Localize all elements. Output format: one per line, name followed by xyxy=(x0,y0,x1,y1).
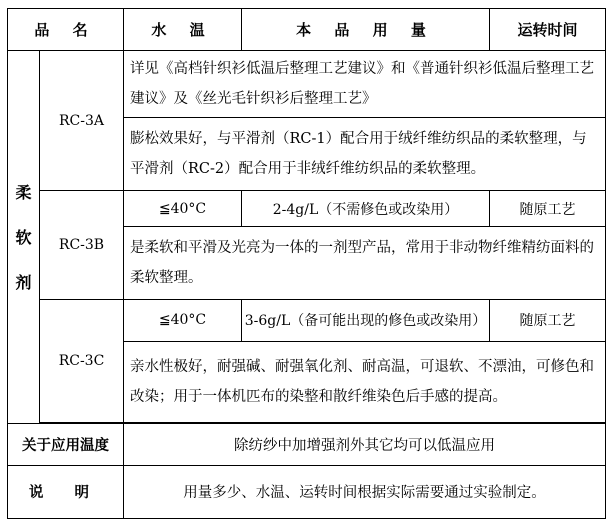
rc3c-dosage: 3-6g/L（备可能出现的修色或改染用） xyxy=(242,299,490,341)
remarks-label: 说 明 xyxy=(8,465,124,518)
temp-note-text: 除纺纱中加增强剂外其它均可以低温应用 xyxy=(124,424,606,466)
softener-spec-table xyxy=(7,8,606,519)
rc3b-dosage: 2-4g/L（不需修色或改染用） xyxy=(242,191,490,226)
rc3c-description: 亲水性极好，耐强碱、耐强氧化剂、耐高温，可退软、不漂油，可修色和改染；用于一体机匹布的染整和散纤维染色后手感的提高。 xyxy=(124,341,606,422)
rc3c-spec-row xyxy=(8,299,606,341)
rc3c-time: 随原工艺 xyxy=(490,299,606,341)
header-water-temp: 水 温 xyxy=(124,9,242,51)
rc3a-description: 膨松效果好，与平滑剂（RC-1）配合用于绒纤维纺织品的柔软整理，与平滑剂（RC-2）配合用于非绒纤维纺织品的柔软整理。 xyxy=(124,118,606,191)
rc3b-time: 随原工艺 xyxy=(490,191,606,226)
rc3a-ref-row xyxy=(8,50,606,118)
header-row xyxy=(8,9,606,51)
temp-note-row xyxy=(8,424,606,466)
rc3b-temp: ≦40°C xyxy=(124,191,242,226)
rc3a-reference-text: 详见《高档针织衫低温后整理工艺建议》和《普通针织衫低温后整理工艺建议》及《丝光毛针织衫后整理工艺》 xyxy=(124,50,606,118)
header-product-name: 品 名 xyxy=(8,9,124,51)
category-softener: 柔 软 剂 xyxy=(8,50,40,423)
rc3c-temp: ≦40°C xyxy=(124,299,242,341)
product-code-rc3a: RC-3A xyxy=(40,50,124,191)
product-code-rc3c: RC-3C xyxy=(40,299,124,422)
rc3b-spec-row xyxy=(8,191,606,226)
temp-note-label: 关于应用温度 xyxy=(8,424,124,466)
product-code-rc3b: RC-3B xyxy=(40,191,124,299)
header-run-time: 运转时间 xyxy=(490,9,606,51)
header-dosage: 本 品 用 量 xyxy=(242,9,490,51)
rc3b-description: 是柔软和平滑及光亮为一体的一剂型产品，常用于非动物纤维精纺面料的柔软整理。 xyxy=(124,226,606,299)
remarks-row xyxy=(8,465,606,518)
remarks-text: 用量多少、水温、运转时间根据实际需要通过实验制定。 xyxy=(124,465,606,518)
